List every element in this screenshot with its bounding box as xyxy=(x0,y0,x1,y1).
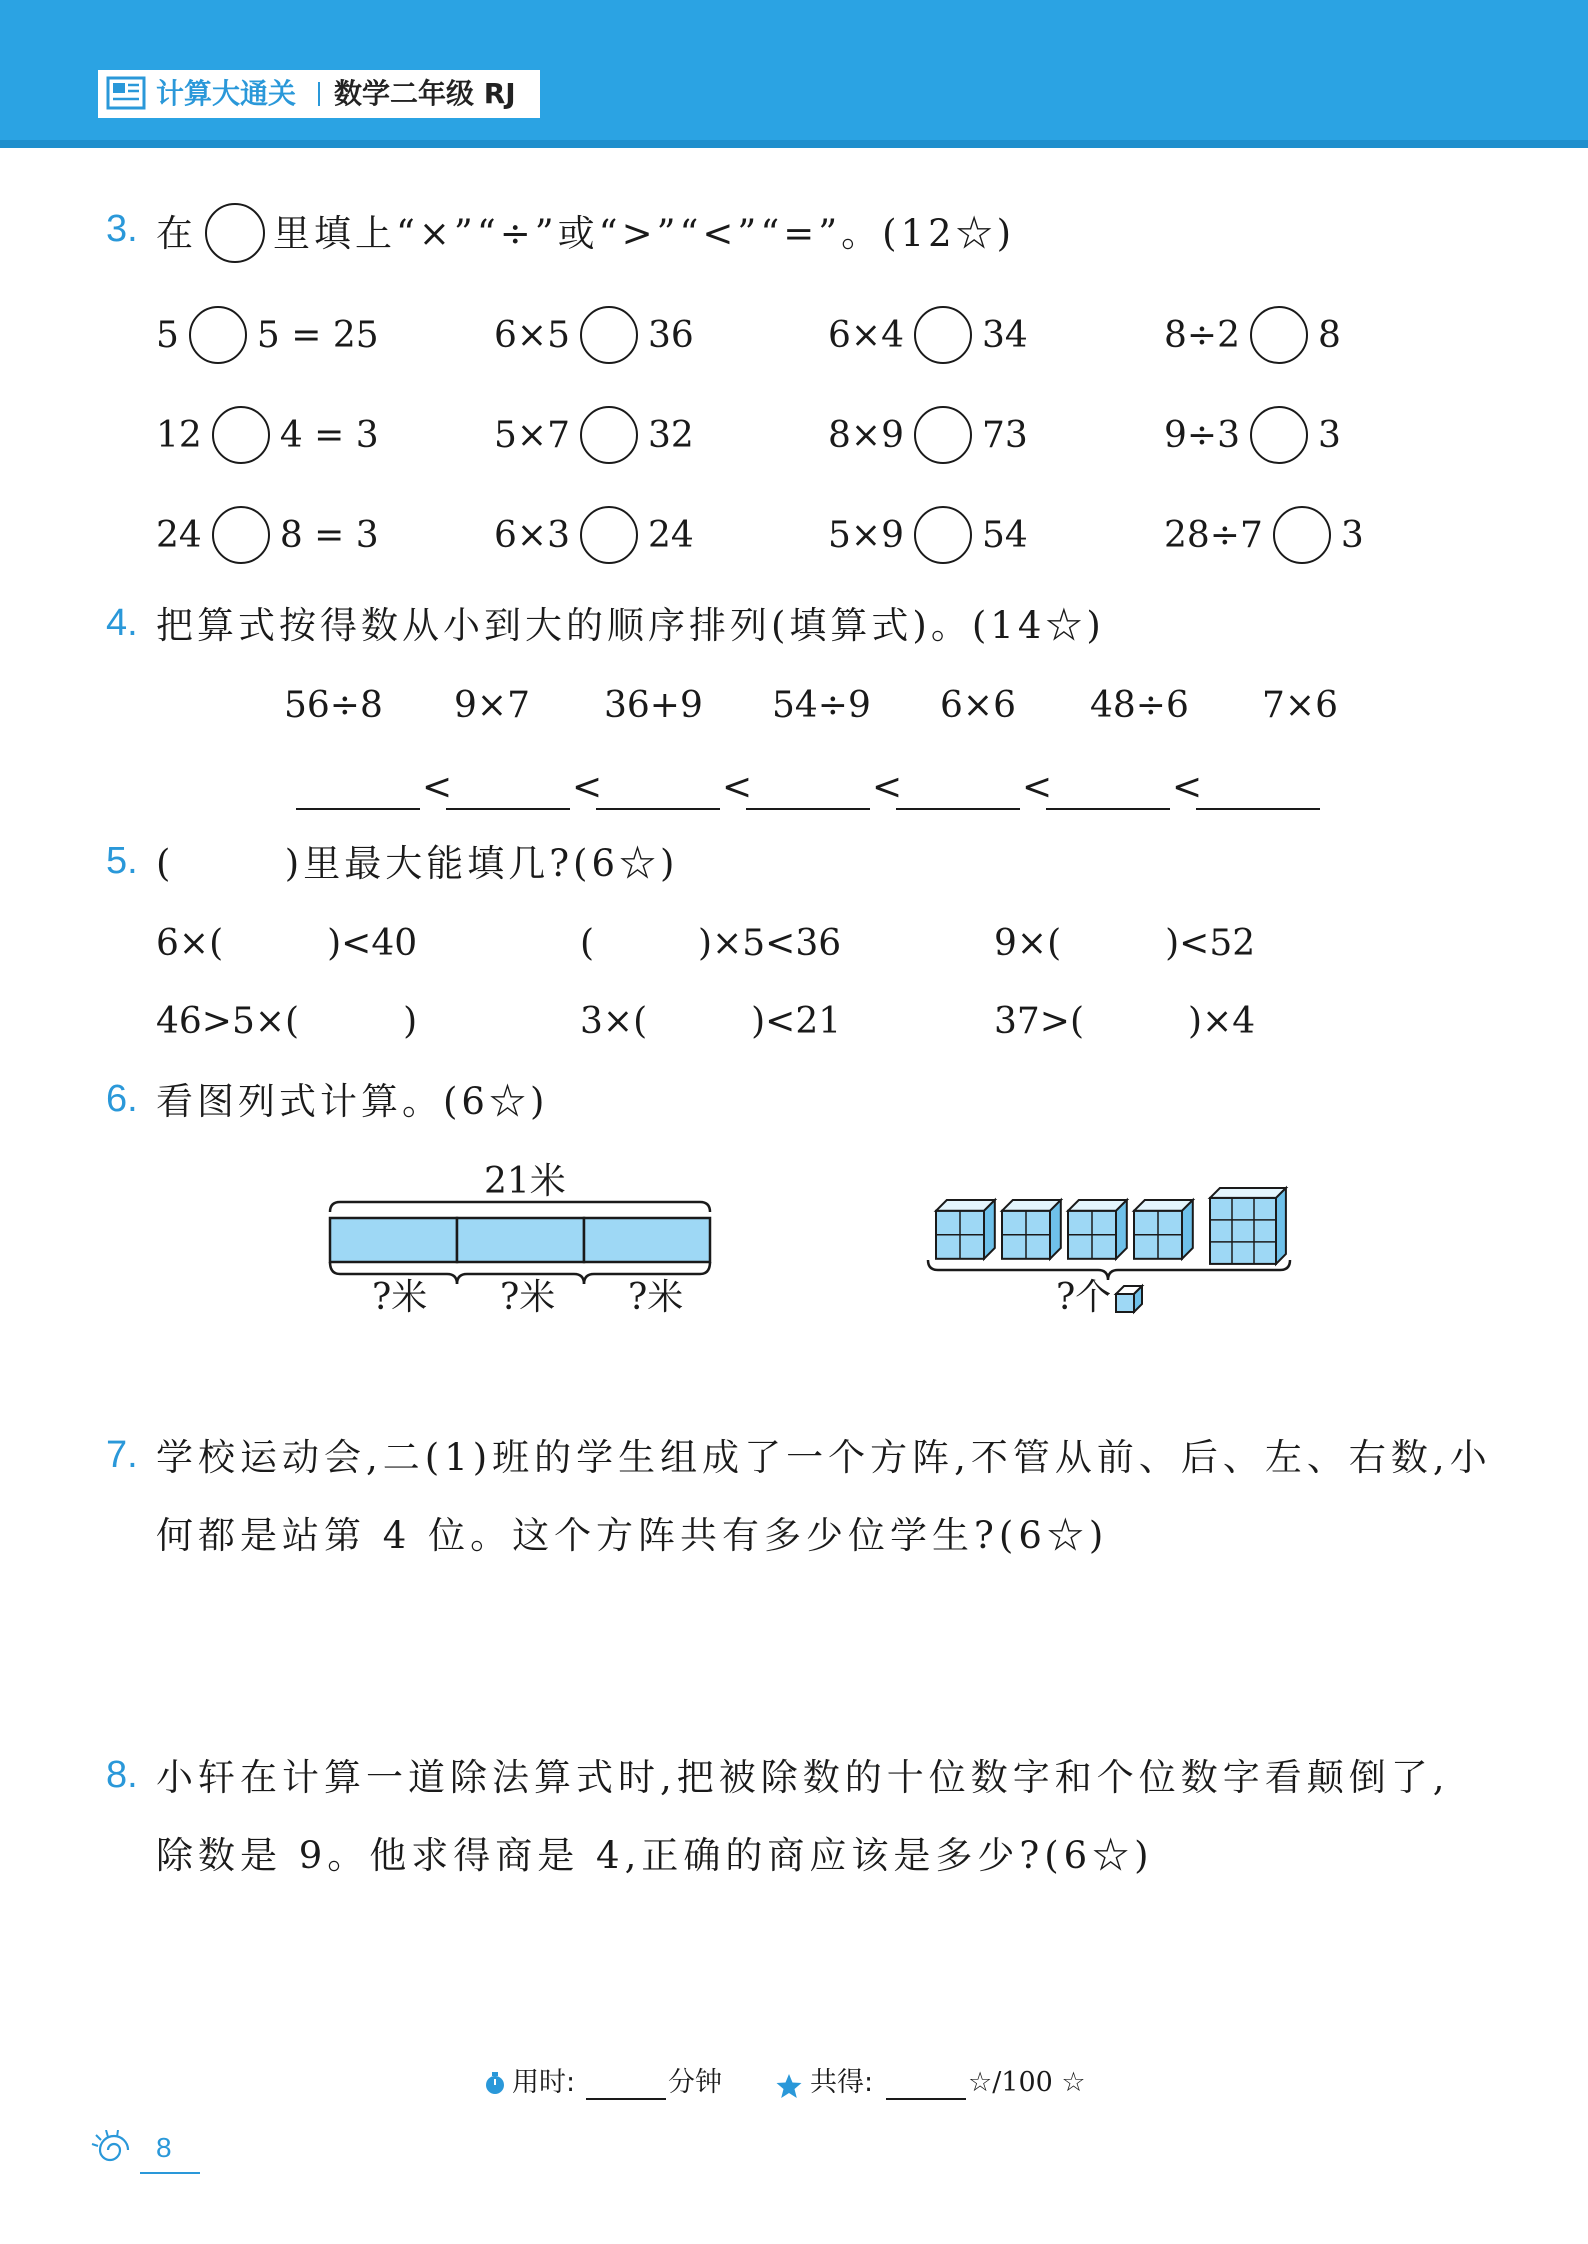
q8-line-2: 除数是 9。他求得商是 4,正确的商应该是多少?(6☆) xyxy=(156,1834,1154,1877)
q4-expression: 48÷6 xyxy=(1090,685,1189,726)
q4-expression: 7×6 xyxy=(1262,685,1338,726)
q4-less-than: < xyxy=(572,767,603,808)
timer-icon xyxy=(484,2072,506,2096)
score-blank[interactable] xyxy=(886,2098,966,2100)
q3-answer-circle[interactable] xyxy=(1250,306,1308,364)
q5-answer-blank[interactable] xyxy=(1088,1002,1184,1042)
q3-answer-circle[interactable] xyxy=(580,306,638,364)
q3-right-side: 5 = 25 xyxy=(256,315,379,356)
cube-groups-diagram xyxy=(920,1180,1300,1290)
q4-less-than: < xyxy=(1172,767,1203,808)
cube-group-2 xyxy=(1002,1200,1061,1259)
q5-answer-blank[interactable] xyxy=(598,924,694,964)
q3-right-side: 24 xyxy=(647,515,694,556)
segment-part-label-2: ?米 xyxy=(500,1277,556,1318)
q3-left-operand: 5 xyxy=(156,315,179,356)
q3-answer-circle[interactable] xyxy=(914,306,972,364)
q3-left-operand: 12 xyxy=(156,415,202,456)
q3-answer-circle[interactable] xyxy=(1273,506,1331,564)
page-number-underline xyxy=(140,2172,200,2174)
q4-expression: 54÷9 xyxy=(772,685,871,726)
q3-right-side: 34 xyxy=(981,315,1028,356)
cube-group-4 xyxy=(1134,1200,1193,1259)
q4-expression: 9×7 xyxy=(454,685,530,726)
q6-prompt: 看图列式计算。(6☆) xyxy=(156,1080,549,1123)
q4-expression: 36+9 xyxy=(604,685,703,726)
q3-prompt xyxy=(156,206,1015,267)
q4-answer-blank[interactable] xyxy=(1196,808,1320,810)
q5-expr-right: )<52 xyxy=(1165,923,1256,964)
q3-right-side: 4 = 3 xyxy=(279,415,379,456)
segment-bar-diagram xyxy=(320,1190,730,1290)
q3-left-operand: 8×9 xyxy=(828,415,904,456)
q3-right-side: 32 xyxy=(647,415,694,456)
q3-left-operand: 24 xyxy=(156,515,202,556)
star-icon xyxy=(775,2072,803,2100)
q5-expr-left: 6×( xyxy=(156,923,224,964)
q4-less-than: < xyxy=(1022,767,1053,808)
q5-answer-blank[interactable] xyxy=(303,1002,399,1042)
time-unit: 分钟 xyxy=(668,2067,722,2098)
q3-left-operand: 8÷2 xyxy=(1164,315,1240,356)
q4-less-than: < xyxy=(722,767,753,808)
q3-right-side: 3 xyxy=(1340,515,1364,556)
q4-expression: 6×6 xyxy=(940,685,1016,726)
segment-part-label-1: ?米 xyxy=(372,1277,428,1318)
q5-expr-right: ) xyxy=(403,1001,418,1042)
book-title: 数学二年级 RJ xyxy=(334,77,516,110)
q3-left-operand: 6×3 xyxy=(494,515,570,556)
header-band-shadow xyxy=(0,140,1588,148)
q3-left-operand: 9÷3 xyxy=(1164,415,1240,456)
score-suffix: ☆/100 ☆ xyxy=(968,2067,1086,2098)
q3-answer-circle[interactable] xyxy=(914,506,972,564)
q3-right-side: 73 xyxy=(981,415,1028,456)
q5-number: 5. xyxy=(106,840,138,882)
q5-expr-right: )×4 xyxy=(1188,1001,1256,1042)
q7-line-1: 学校运动会,二(1)班的学生组成了一个方阵,不管从前、后、左、右数,小 xyxy=(156,1436,1492,1479)
q3-left-operand: 5×7 xyxy=(494,415,570,456)
q3-left-operand: 6×4 xyxy=(828,315,904,356)
segment-total-label: 21米 xyxy=(484,1161,566,1202)
cube-group-1 xyxy=(936,1200,995,1259)
q3-right-side: 3 xyxy=(1317,415,1341,456)
q4-answer-blank[interactable] xyxy=(746,808,870,810)
q6-number: 6. xyxy=(106,1078,138,1120)
q5-expr-right: )<40 xyxy=(327,923,418,964)
score-label: 共得: xyxy=(810,2067,874,2098)
q4-answer-blank[interactable] xyxy=(1046,808,1170,810)
q3-left-operand: 6×5 xyxy=(494,315,570,356)
q4-less-than: < xyxy=(872,767,903,808)
time-blank[interactable] xyxy=(586,2098,666,2100)
q3-answer-circle[interactable] xyxy=(212,406,270,464)
q7-line-2: 何都是站第 4 位。这个方阵共有多少位学生?(6☆) xyxy=(156,1514,1109,1557)
q3-left-operand: 5×9 xyxy=(828,515,904,556)
q4-number: 4. xyxy=(106,602,138,644)
q5-answer-blank[interactable] xyxy=(227,924,323,964)
q3-right-side: 36 xyxy=(647,315,694,356)
q5-expr-right: )×5<36 xyxy=(698,923,842,964)
q4-answer-blank[interactable] xyxy=(296,808,420,810)
q3-answer-circle[interactable] xyxy=(212,506,270,564)
q3-left-operand: 28÷7 xyxy=(1164,515,1263,556)
q5-expr-left: 9×( xyxy=(994,923,1062,964)
q3-answer-circle[interactable] xyxy=(914,406,972,464)
q3-right-side: 8 = 3 xyxy=(279,515,379,556)
q3-text-before: 在 xyxy=(156,212,197,255)
series-title: 计算大通关 xyxy=(156,77,297,110)
q4-answer-blank[interactable] xyxy=(596,808,720,810)
segment-part-1 xyxy=(330,1218,457,1262)
sun-swirl-icon xyxy=(88,2130,140,2164)
q5-expr-left: 46>5×( xyxy=(156,1001,300,1042)
segment-part-3 xyxy=(584,1218,710,1262)
book-icon xyxy=(106,76,146,110)
q8-line-1: 小轩在计算一道除法算式时,把被除数的十位数字和个位数字看颠倒了, xyxy=(156,1756,1450,1799)
time-label: 用时: xyxy=(512,2067,576,2098)
q3-answer-circle[interactable] xyxy=(580,506,638,564)
segment-part-label-3: ?米 xyxy=(628,1277,684,1318)
q7-number: 7. xyxy=(106,1434,138,1476)
segment-part-2 xyxy=(457,1218,584,1262)
q5-expr-left: 37>( xyxy=(994,1001,1085,1042)
q3-number: 3. xyxy=(106,208,138,250)
q3-right-side: 54 xyxy=(981,515,1028,556)
q4-prompt: 把算式按得数从小到大的顺序排列(填算式)。(14☆) xyxy=(156,604,1105,647)
q5-expr-left: ( xyxy=(580,923,595,964)
page-number: 8 xyxy=(156,2132,172,2163)
total-brace xyxy=(330,1202,710,1212)
q5-answer-blank[interactable] xyxy=(1065,924,1161,964)
q3-right-side: 8 xyxy=(1317,315,1341,356)
q5-expr-right: )<21 xyxy=(751,1001,842,1042)
cube-group-5 xyxy=(1210,1188,1286,1264)
q3-text-after: 里填上“×”“÷”或“>”“<”“=”。(12☆) xyxy=(273,212,1016,255)
q3-answer-circle[interactable] xyxy=(189,306,247,364)
q3-answer-circle[interactable] xyxy=(580,406,638,464)
cube-group-3 xyxy=(1068,1200,1127,1259)
q4-answer-blank[interactable] xyxy=(446,808,570,810)
cubes-count-label: ?个 xyxy=(1056,1277,1112,1318)
q4-answer-blank[interactable] xyxy=(896,808,1020,810)
q8-number: 8. xyxy=(106,1754,138,1796)
q5-answer-blank[interactable] xyxy=(651,1002,747,1042)
q4-less-than: < xyxy=(422,767,453,808)
q5-expr-left: 3×( xyxy=(580,1001,648,1042)
q4-expression: 56÷8 xyxy=(284,685,383,726)
header-separator xyxy=(318,82,320,106)
unit-cube-icon xyxy=(1112,1282,1146,1316)
q5-prompt: ( )里最大能填几?(6☆) xyxy=(156,842,679,885)
q3-sample-circle xyxy=(205,203,265,263)
q3-answer-circle[interactable] xyxy=(1250,406,1308,464)
